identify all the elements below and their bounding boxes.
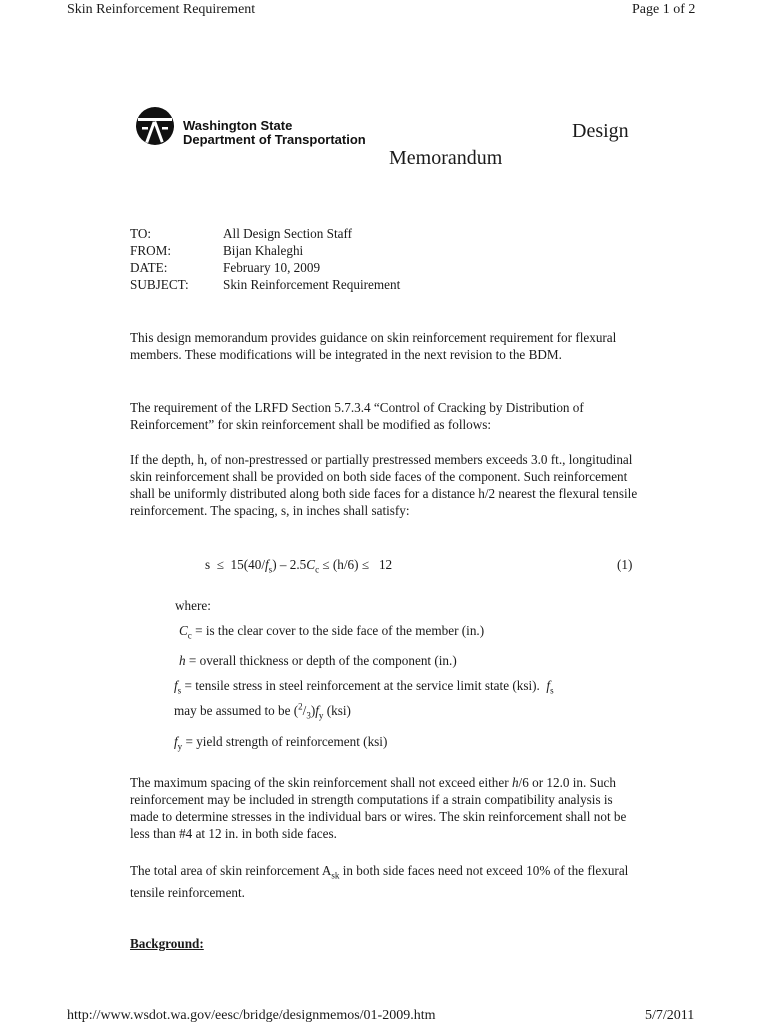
page-number: Page 1 of 2	[632, 2, 696, 17]
footer-date: 5/7/2011	[645, 1008, 695, 1023]
definition-fs-continued: may be assumed to be $(^2/_3)f_y$ (ksi)	[174, 701, 351, 721]
definition-fs: $f_s$ = tensile stress in steel reinforcement at the service limit state (ksi). $f_s$	[174, 678, 554, 696]
memo-title-design: Design	[572, 120, 629, 142]
header-title: Skin Reinforcement Requirement	[67, 2, 256, 17]
paragraph-depth: If the depth, h, of non-prestressed or partially prestressed members exceeds 3.0 ft., longitudinal skin reinforcement shall be provided on both side faces of the component. Such reinforcement shall be uniformly distributed along both side faces for a distance h/2 nearest the flexural tensile reinforcement. The spacing, s, in inches shall satisfy:	[130, 452, 638, 518]
from-label: FROM:	[130, 243, 172, 258]
memo-title-memorandum: Memorandum	[389, 147, 503, 169]
subject-label: SUBJECT:	[130, 277, 189, 292]
date-value: February 10, 2009	[223, 260, 321, 275]
definition-fy: $f_y$ = yield strength of reinforcement (ksi)	[174, 734, 388, 752]
paragraph-intro: This design memorandum provides guidance on skin reinforcement requirement for flexural members. These modifications will be integrated in the next revision to the BDM.	[130, 330, 617, 362]
to-value: All Design Section Staff	[223, 226, 353, 241]
to-label: TO:	[130, 226, 152, 241]
definition-cc: $C_c$ = is the clear cover to the side face of the member (in.)	[179, 623, 485, 641]
paragraph-requirement: The requirement of the LRFD Section 5.7.3.4 “Control of Cracking by Distribution of Reinforcement” for skin reinforcement shall be modified as follows:	[130, 400, 584, 432]
from-value: Bijan Khaleghi	[223, 243, 304, 258]
wsdot-logo-icon	[135, 106, 175, 146]
where-label: where:	[175, 598, 211, 613]
logo-line2: Department of Transportation	[183, 132, 366, 147]
date-label: DATE:	[130, 260, 168, 275]
paragraph-max-spacing: The maximum spacing of the skin reinforcement shall not exceed either h/6 or 12.0 in. Such reinforcement may be included in strength computations if a strain compatibility analysis is made to determine stresses in the individual bars or wires. The skin reinforcement shall not be less than #4 at 12 in. in both side faces.	[130, 775, 627, 841]
background-heading: Background:	[130, 936, 204, 951]
paragraph-area: The total area of skin reinforcement $A_{sk}$ in both side faces need not exceed 10% of the flexural tensile reinforcement.	[130, 863, 629, 900]
equation-1: $s \le 15(40/f_s) - 2.5C_c \le (h/6) \le 12$	[205, 557, 393, 575]
definition-h: h = overall thickness or depth of the component (in.)	[179, 653, 457, 668]
footer-url[interactable]: http://www.wsdot.wa.gov/eesc/bridge/designmemos/01-2009.htm	[67, 1008, 436, 1023]
logo-line1: Washington State	[183, 118, 293, 133]
equation-number: (1)	[617, 557, 633, 572]
subject-value: Skin Reinforcement Requirement	[223, 277, 401, 292]
